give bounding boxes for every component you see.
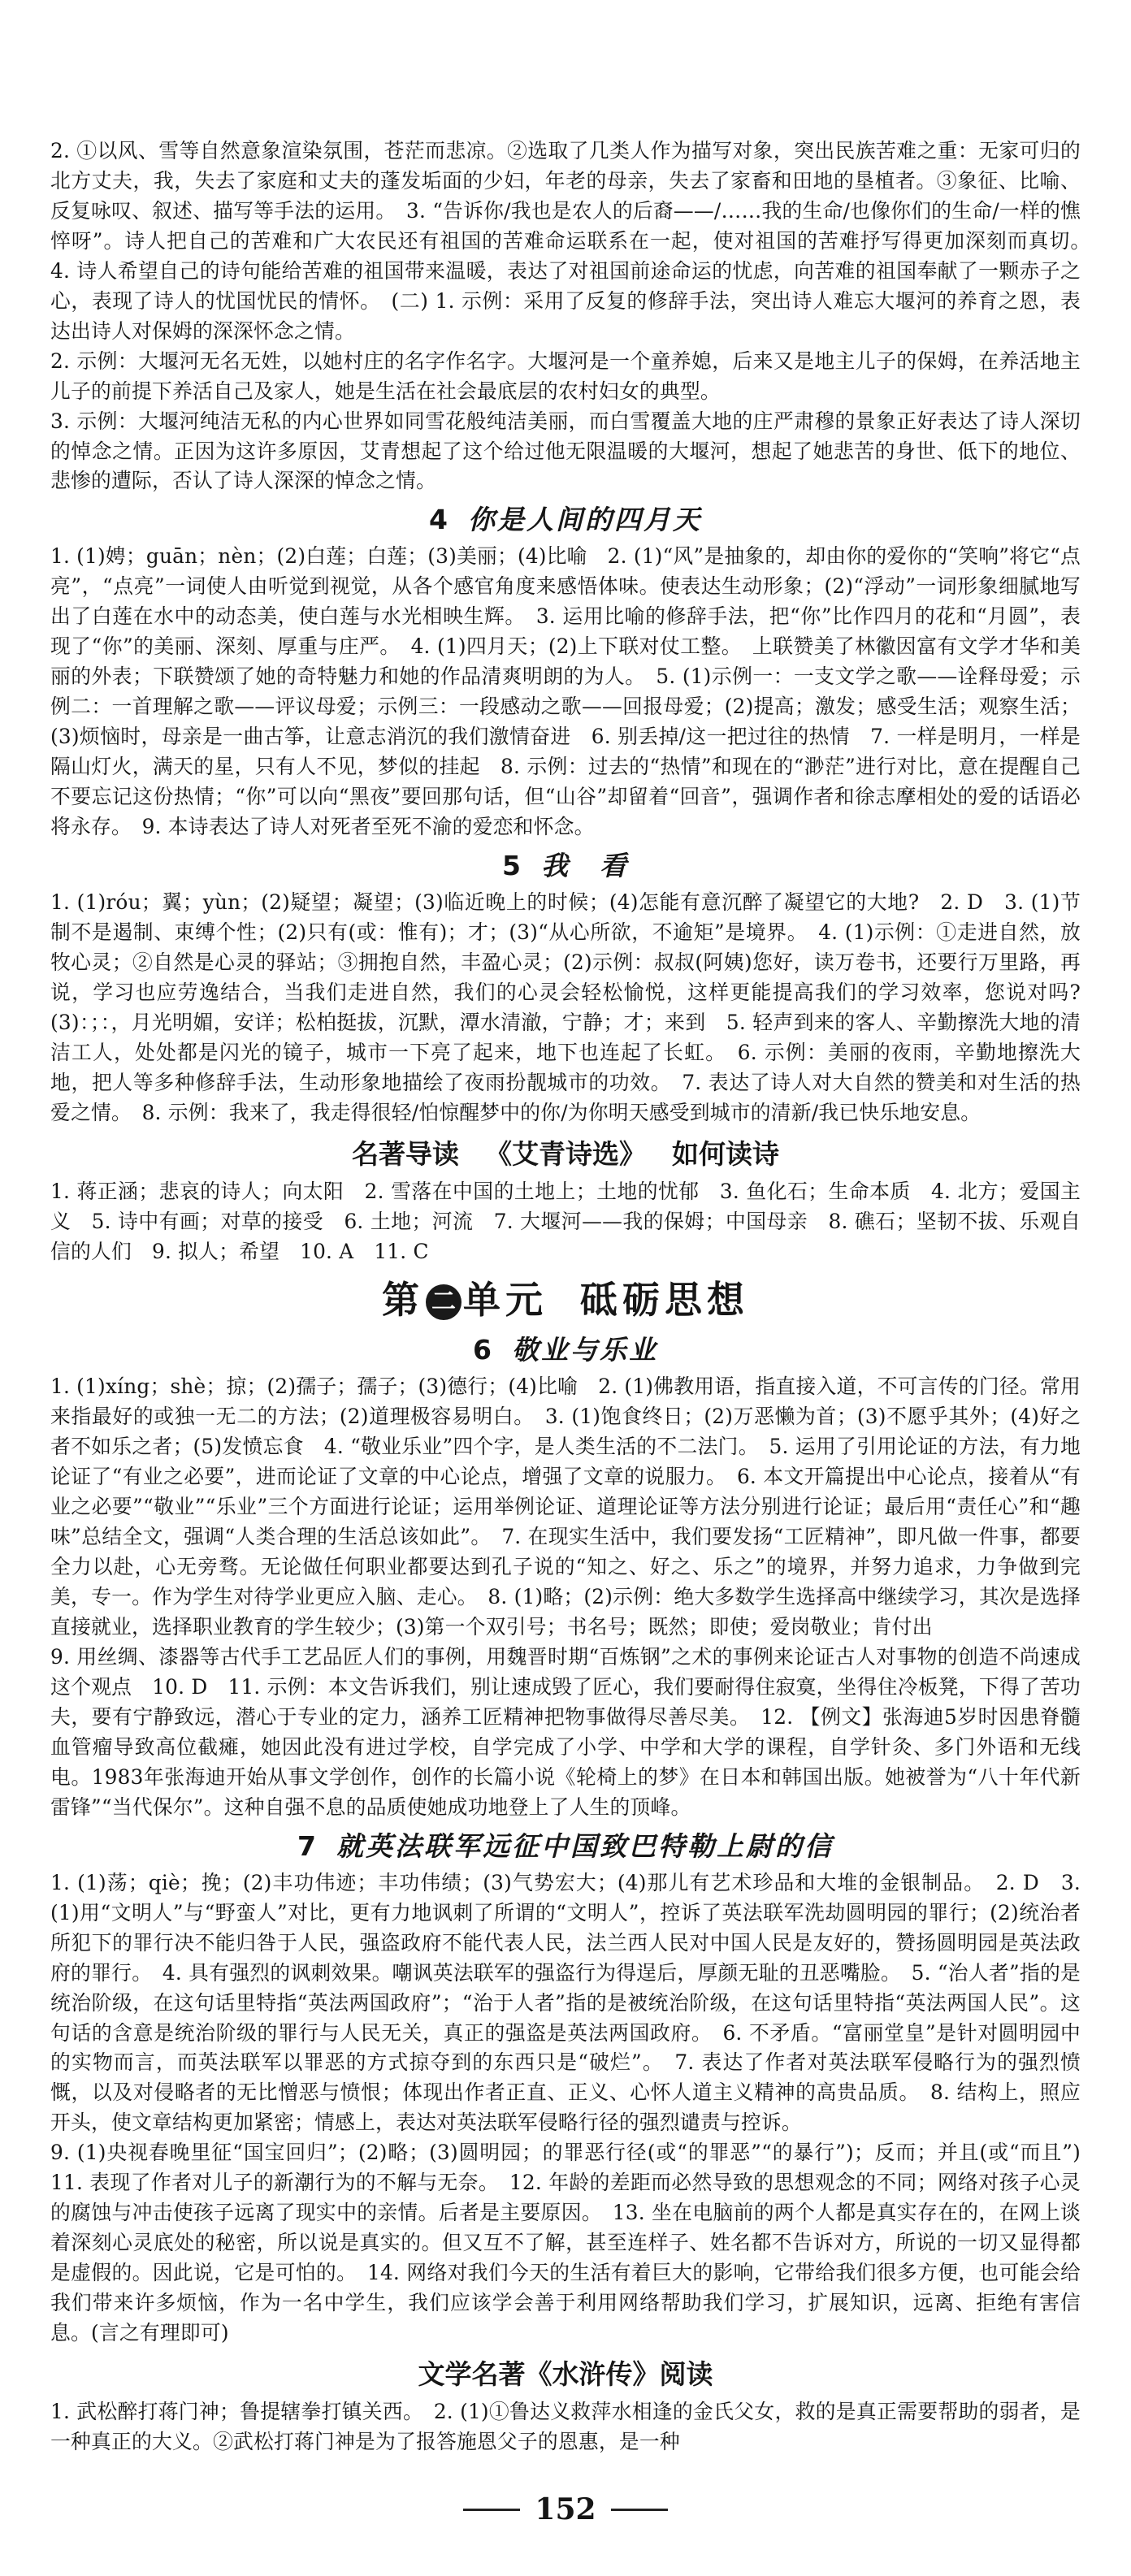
answer-paragraph: 2. 示例：大堰河无名无姓，以她村庄的名字作名字。大堰河是一个童养媳，后来又是地主儿子的保姆，在养活地主儿子的前提下养活自己及家人，她是生活在社会最底层的农村妇女的典型。 xyxy=(50,349,1081,403)
reading-guide-title xyxy=(50,2353,1081,2396)
lesson-title xyxy=(50,500,1081,540)
reading-guide-title-part: 名著导读 xyxy=(352,1137,459,1170)
reading-guide-title-part: 文学名著《水浒传》阅读 xyxy=(418,2358,713,2390)
unit-header xyxy=(50,1273,1081,1327)
reading-guide-title xyxy=(50,1133,1081,1175)
lesson-name: 就英法联军远征中国致巴特勒上尉的信 xyxy=(336,1829,834,1862)
unit-suffix: 单元 xyxy=(463,1278,548,1323)
page-number: 152 xyxy=(0,2492,1131,2526)
reading-guide-title-part: 《艾青诗选》 xyxy=(485,1137,646,1170)
answer-paragraph: 1. (1)娉；guān；nèn；(2)白莲；白莲；(3)美丽；(4)比喻 2. (1)“风”是抽象的，却由你的爱你的“笑响”将它“点亮”，“点亮”一词使人由听觉到视觉，从各个感官角度来感悟体味。使表达生动形象；(2)“浮动”一词形象细腻地写出了白莲在水中的动态美，使白莲与水光相映生辉。 3. 运用比喻的修辞手法，把“你”比作四月的花和“月圆”，表现了“你”的美丽、深刻、厚重与庄严。 4. (1)四月天；(2)上下联对仗工整。 上联赞美了林徽因富有文学才华和美丽的外表；下联赞颂了她的奇特魅力和她的作品清爽明朗的为人。 5. (1)示例一：一支文学之歌——诠释母爱；示例二：一首理解之歌——评议母爱；示例三：一段感动之歌——回报母爱；(2)提高；激发；感受生活；观察生活；(3)烦恼时，母亲是一曲古筝，让意志消沉的我们激情奋进 6. 别丢掉/这一把过往的热情 7. 一样是明月，一样是隔山灯火，满天的星，只有人不见，梦似的挂起 8. 示例：过去的“热情”和现在的“渺茫”进行对比，意在提醒自己不要忘记这份热情；“你”可以向“黑夜”要回那句话，但“山谷”却留着“回音”，强调作者和徐志摩相处的爱的话语必将永存。 9. 本诗表达了诗人对死者至死不渝的爱恋和怀念。 xyxy=(50,544,1081,839)
answer-paragraph: 1. (1)xíng；shè；掠；(2)孺子；孺子；(3)德行；(4)比喻 2. (1)佛教用语，指直接入道，不可言传的门径。常用来指最好的或独一无二的方法；(2)道理极容易明白。 3. (1)饱食终日；(2)万恶懒为首；(3)不愿乎其外；(4)好之者不如乐之者；(5)发愤忘食 4. “敬业乐业”四个字，是人类生活的不二法门。 5. 运用了引用论证的方法，有力地论证了“有业之必要”，进而论证了文章的中心论点，增强了文章的说服力。 6. 本文开篇提出中心论点，接着从“有业之必要”“敬业”“乐业”三个方面进行论证；运用举例论证、道理论证等方法分别进行论证；最后用“责任心”和“趣味”总结全文，强调“人类合理的生活总该如此”。 7. 在现实生活中，我们要发扬“工匠精神”，即凡做一件事，都要全力以赴，心无旁骛。无论做任何职业都要达到孔子说的“知之、好之、乐之”的境界，并努力追求，力争做到完美，专一。作为学生对待学业更应入脑、走心。 8. (1)略；(2)示例：绝大多数学生选择高中继续学习，其次是选择直接就业，选择职业教育的学生较少；(3)第一个双引号；书名号；既然；即使；爱岗敬业；肯付出 xyxy=(50,1375,1081,1639)
lesson-title xyxy=(50,846,1081,886)
lesson-name: 敬业与乐业 xyxy=(511,1334,658,1366)
lesson-title xyxy=(50,1330,1081,1370)
answer-paragraph: 2. ①以风、雪等自然意象渲染氛围，苍茫而悲凉。②选取了几类人作为描写对象，突出民族苦难之重：无家可归的北方丈夫，我，失去了家庭和丈夫的蓬发垢面的少妇，年老的母亲，失去了家畜和田地的垦植者。③象征、比喻、反复咏叹、叙述、描写等手法的运用。 3. “告诉你/我也是农人的后裔——/……我的生命/也像你们的生命/一样的憔悴呀”。诗人把自己的苦难和广大农民还有祖国的苦难命运联系在一起，使对祖国的苦难抒写得更加深刻而真切。 4. 诗人希望自己的诗句能给苦难的祖国带来温暖，表达了对祖国前途命运的忧虑，向苦难的祖国奉献了一颗赤子之心，表现了诗人的忧国忧民的情怀。 (二) 1. 示例：采用了反复的修辞手法，突出诗人难忘大堰河的养育之恩，表达出诗人对保姆的深深怀念之情。 xyxy=(50,139,1101,343)
lesson-number: 4 xyxy=(429,504,450,536)
lesson-name: 你是人间的四月天 xyxy=(467,504,702,536)
answer-paragraph: 1. 蒋正涵；悲哀的诗人；向太阳 2. 雪落在中国的土地上；土地的忧郁 3. 鱼化石；生命本质 4. 北方；爱国主义 5. 诗中有画；对草的接受 6. 土地；河流 7. 大堰河——我的保姆；中国母亲 8. 礁石；坚韧不拔、乐观自信的人们 9. 拟人；希望 10. A 11. C xyxy=(50,1179,1081,1263)
reading-guide-title-part: 如何读诗 xyxy=(672,1137,779,1170)
answer-paragraph: 9. (1)央视春晚里征“国宝回归”；(2)略；(3)圆明园；的罪恶行径(或“的罪恶”“的暴行”)；反而；并且(或“而且”) 11. 表现了作者对儿子的新潮行为的不解与无奈。 12. 年龄的差距而必然导致的思想观念的不同；网络对孩子心灵的腐蚀与冲击使孩子远离了现实中的亲情。后者是主要原因。 13. 坐在电脑前的两个人都是真实存在的，在网上谈着深刻心灵底处的秘密，所以说是真实的。但又互不了解，甚至连样子、姓名都不告诉对方，所说的一切又显得都是虚假的。因此说，它是可怕的。 14. 网络对我们今天的生活有着巨大的影响，它带给我们很多方便，也可能会给我们带来许多烦恼，作为一名中学生，我们应该学会善于利用网络帮助我们学习，扩展知识，远离、拒绝有害信息。(言之有理即可) xyxy=(50,2141,1101,2345)
unit-number-badge: 二 xyxy=(426,1284,462,1320)
unit-prefix: 第 xyxy=(382,1278,424,1323)
answer-paragraph: 3. 示例：大堰河纯洁无私的内心世界如同雪花般纯洁美丽，而白雪覆盖大地的庄严肃穆的景象正好表达了诗人深切的悼念之情。正因为这许多原因，艾青想起了这个给过他无限温暖的大堰河，想起了她悲苦的身世、低下的地位、悲惨的遭际，否认了诗人深深的悼念之情。 xyxy=(50,409,1081,493)
lesson-name: 我 看 xyxy=(540,849,629,881)
answer-paragraph: 1. 武松醉打蒋门神；鲁提辖拳打镇关西。 2. (1)①鲁达义救萍水相逢的金氏父女，救的是真正需要帮助的弱者，是一种真正的大义。②武松打蒋门神是为了报答施恩父子的恩惠，是一种 xyxy=(50,2400,1081,2453)
answer-paragraph: 1. (1)荡；qiè；挽；(2)丰功伟迹；丰功伟绩；(3)气势宏大；(4)那儿有艺术珍品和大堆的金银制品。 2. D 3. (1)用“文明人”与“野蛮人”对比，更有力地讽刺了所谓的“文明人”，控诉了英法联军洗劫圆明园的罪行；(2)统治者所犯下的罪行决不能归咎于人民，强盗政府不能代表人民，法兰西人民对中国人民是友好的，赞扬圆明园是英法政府的罪行。 4. 具有强烈的讽刺效果。嘲讽英法联军的强盗行为得逞后，厚颜无耻的丑恶嘴脸。 5. “治人者”指的是统治阶级，在这句话里特指“英法两国政府”；“治于人者”指的是被统治阶级，在这句话里特指“英法两国人民”。这句话的含意是统治阶级的罪行与人民无关，真正的强盗是英法两国政府。 6. 不矛盾。“富丽堂皇”是针对圆明园中的实物而言，而英法联军以罪恶的方式掠夺到的东西只是“破烂”。 7. 表达了作者对英法联军侵略行为的强烈愤慨，以及对侵略者的无比憎恶与愤恨；体现出作者正直、正义、心怀人道主义精神的高贵品质。 8. 结构上，照应开头，使文章结构更加紧密；情感上，表达对英法联军侵略行径的强烈谴责与控诉。 xyxy=(50,1870,1081,2135)
unit-name: 砥砺思想 xyxy=(580,1278,749,1323)
answer-page xyxy=(50,136,1101,2457)
lesson-number: 7 xyxy=(297,1829,318,1862)
answer-paragraph: 9. 用丝绸、漆器等古代手工艺品匠人们的事例，用魏晋时期“百炼钢”之术的事例来论证古人对事物的创造不尚速成这个观点 10. D 11. 示例：本文告诉我们，别让速成毁了匠心，我们要耐得住寂寞，坐得住冷板凳，下得了苦功夫，要有宁静致远，潜心于专业的定力，涵养工匠精神把物事做得尽善尽美。 12. 【例文】张海迪5岁时因患脊髓血管瘤导致高位截瘫，她因此没有进过学校，自学完成了小学、中学和大学的课程，自学针灸、多门外语和无线电。1983年张海迪开始从事文学创作，创作的长篇小说《轮椅上的梦》在日本和韩国出版。她被誉为“八十年代新雷锋”“当代保尔”。这种自强不息的品质使她成功地登上了人生的顶峰。 xyxy=(50,1645,1081,1819)
answer-paragraph: 1. (1)róu；翼；yùn；(2)疑望；凝望；(3)临近晚上的时候；(4)怎能有意沉醉了凝望它的大地? 2. D 3. (1)节制不是遏制、束缚个性；(2)只有(或：惟有)；才；(3)“从心所欲，不逾矩”是境界。 4. (1)示例：①走进自然，放牧心灵；②自然是心灵的驿站；③拥抱自然，丰盈心灵；(2)示例：叔叔(阿姨)您好，读万卷书，还要行万里路，再说，学习也应劳逸结合，当我们走进自然，我们的心灵会轻松愉悦，这样更能提高我们的学习效率，您说对吗? (3)：；：，月光明媚，安详；松柏挺拔，沉默，潭水清澈，宁静；才；来到 5. 轻声到来的客人、辛勤擦洗大地的清洁工人，处处都是闪光的镜子，城市一下亮了起来，地下也连起了长虹。 6. 示例：美丽的夜雨，辛勤地擦洗大地，把人等多种修辞手法，生动形象地描绘了夜雨扮靓城市的功效。 7. 表达了诗人对大自然的赞美和对生活的热爱之情。 8. 示例：我来了，我走得很轻/怕惊醒梦中的你/为你明天感受到城市的清新/我已快乐地安息。 xyxy=(50,890,1101,1124)
page-number-dash-right xyxy=(611,2509,668,2511)
lesson-title xyxy=(50,1826,1081,1867)
lesson-number: 6 xyxy=(473,1334,494,1366)
lesson-number: 5 xyxy=(502,849,523,881)
page-number-dash-left xyxy=(463,2509,520,2511)
